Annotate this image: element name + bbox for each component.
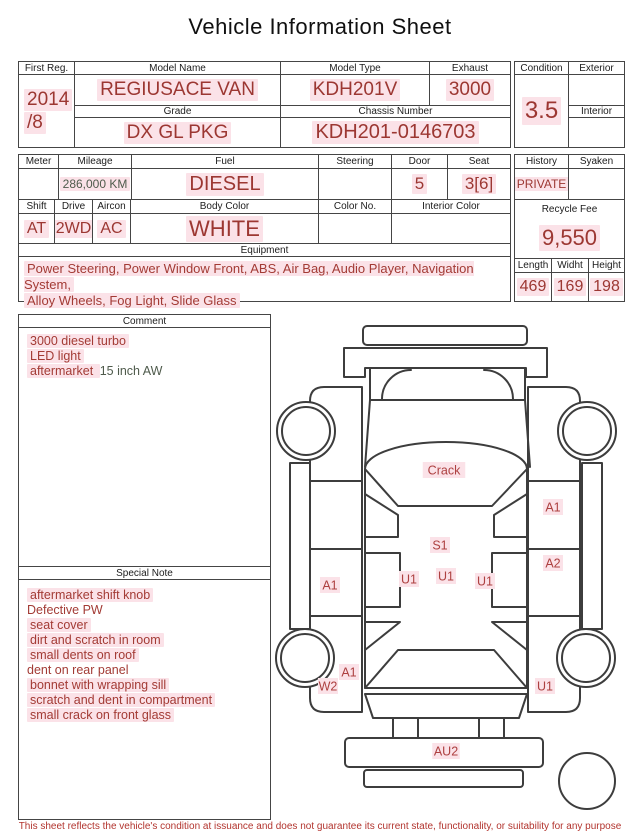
model-name-value: REGIUSACE VAN: [75, 75, 281, 106]
disclaimer-text: This sheet reflects the vehicle's condition at issuance and does not guarantee its current state, functionality, or suitability for any purpose: [18, 821, 622, 832]
note-text: small crack on front glass: [27, 708, 174, 722]
note-line: [27, 633, 262, 648]
note-text: small dents on roof: [27, 648, 139, 662]
drive-label: Drive: [55, 200, 93, 214]
note-line: [27, 334, 262, 349]
recycle-fee-value: 9,550: [515, 218, 624, 259]
note-text: seat cover: [27, 618, 91, 632]
drive-value: 2WD: [55, 214, 93, 243]
front-cowl: [370, 368, 525, 400]
note-line: [27, 603, 262, 618]
width-label: Widht: [552, 259, 589, 273]
special-note-body: [19, 580, 270, 819]
chassis-number-label: Chassis Number: [281, 106, 510, 118]
model-name-label: Model Name: [75, 62, 281, 75]
color-no-value: [319, 214, 392, 243]
grade-value: DX GL PKG: [75, 118, 281, 147]
first-reg-label: First Reg.: [19, 62, 75, 75]
note-text: aftermarket: [27, 364, 100, 378]
note-text: dent on rear panel: [27, 663, 129, 677]
spec-table: [18, 154, 511, 308]
syaken-label: Syaken: [569, 155, 624, 169]
note-line: [27, 693, 262, 708]
meter-label: Meter: [19, 155, 59, 169]
note-line: [27, 618, 262, 633]
damage-mark: A1: [341, 665, 357, 680]
front-right-wheel: [558, 402, 616, 460]
note-line: [27, 678, 262, 693]
tail-light-right: [479, 718, 504, 739]
damage-mark: U1: [477, 574, 493, 589]
seat-value: 3[6]: [448, 169, 510, 199]
body-color-value: WHITE: [131, 214, 319, 243]
equipment-value: Power Steering, Power Window Front, ABS, Air Bag, Audio Player, Navigation System, Alloy Wheels, Fog Light, Slide Glass: [24, 261, 474, 308]
exhaust-value: 3000: [430, 75, 510, 106]
d-pillar-right: [492, 622, 527, 650]
identity-table: [18, 61, 511, 148]
wiper-right-icon: [484, 370, 513, 399]
first-reg-month: /8: [24, 112, 46, 134]
model-type-label: Model Type: [281, 62, 430, 75]
length-value: 469: [515, 273, 552, 301]
chassis-number-value: KDH201-0146703: [281, 118, 510, 147]
damage-mark: W2: [318, 679, 338, 694]
front-left-wheel: [277, 402, 335, 460]
recycle-fee-label: Recycle Fee: [541, 203, 598, 215]
model-type-value: KDH201V: [281, 75, 430, 106]
left-panel-dividers: [310, 481, 362, 616]
door-value: 5: [392, 169, 448, 199]
note-line: [27, 663, 262, 678]
exterior-label: Exterior: [569, 62, 624, 75]
height-label: Height: [589, 259, 624, 273]
side-window-left: [365, 553, 400, 607]
rear-lower-bar: [364, 770, 523, 787]
notes-panel: [18, 314, 271, 820]
exterior-value: [569, 75, 624, 106]
aircon-value: AC: [93, 214, 131, 243]
damage-mark: S1: [432, 538, 448, 553]
rear-right-wheel: [557, 629, 615, 687]
damage-mark: A2: [545, 556, 561, 571]
fuel-value: DIESEL: [132, 169, 319, 199]
comment-label: Comment: [19, 315, 270, 328]
right-rocker-strip: [582, 463, 602, 629]
aircon-label: Aircon: [93, 200, 131, 214]
condition-value: 3.5: [515, 75, 569, 147]
comment-body: [19, 328, 270, 567]
note-line: [27, 364, 262, 379]
note-line: [27, 648, 262, 663]
note-line: [27, 349, 262, 364]
b-pillar-right: [494, 494, 527, 537]
note-text: bonnet with wrapping sill: [27, 678, 169, 692]
first-reg-year: 2014: [24, 89, 72, 111]
rear-glass: [365, 650, 527, 688]
mileage-label: Mileage: [59, 155, 132, 169]
grade-label: Grade: [75, 106, 281, 118]
equipment-label: Equipment: [19, 244, 510, 257]
damage-mark: U1: [401, 572, 417, 587]
damage-mark: U1: [537, 679, 553, 694]
interior-label: Interior: [569, 106, 624, 118]
mileage-value: 286,000 KM: [59, 169, 132, 199]
left-rocker-strip: [290, 463, 310, 629]
note-text: aftermarket shift knob: [27, 588, 153, 602]
damage-mark: AU2: [433, 744, 459, 759]
condition-table: [514, 61, 625, 148]
car-damage-diagram: [270, 300, 640, 835]
shift-value: AT: [19, 214, 55, 243]
fuel-label: Fuel: [132, 155, 319, 169]
history-label: History: [515, 155, 569, 169]
first-reg-value: [19, 75, 75, 147]
note-text: 15 inch AW: [99, 364, 163, 378]
d-pillar-left: [365, 622, 400, 650]
note-text: scratch and dent in compartment: [27, 693, 215, 707]
note-line: [27, 708, 262, 723]
body-color-label: Body Color: [131, 200, 319, 214]
history-panel: [514, 154, 625, 302]
door-label: Door: [392, 155, 448, 169]
side-window-right: [492, 553, 527, 607]
interior-color-value: [392, 214, 510, 243]
exhaust-label: Exhaust: [430, 62, 510, 75]
front-upper-bar: [363, 326, 527, 345]
color-no-label: Color No.: [319, 200, 392, 214]
tail-light-left: [393, 718, 418, 739]
seat-label: Seat: [448, 155, 510, 169]
shift-label: Shift: [19, 200, 55, 214]
car-top-view: [276, 326, 616, 809]
note-text: dirt and scratch in room: [27, 633, 164, 647]
damage-mark: U1: [438, 569, 454, 584]
a-pillar-left: [365, 400, 370, 467]
damage-mark: Crack: [427, 463, 461, 478]
steering-value: [319, 169, 392, 199]
condition-label: Condition: [515, 62, 569, 75]
wiper-left-icon: [382, 370, 411, 399]
meter-value: [19, 169, 59, 199]
front-bumper: [344, 348, 547, 377]
rear-panel: [365, 694, 527, 718]
note-text: LED light: [27, 349, 84, 363]
steering-label: Steering: [319, 155, 392, 169]
note-text: Defective PW: [27, 603, 103, 617]
damage-mark: A1: [545, 500, 561, 515]
page-title: Vehicle Information Sheet: [188, 14, 452, 39]
width-value: 169: [552, 273, 589, 301]
note-line: [27, 588, 262, 603]
length-label: Length: [515, 259, 552, 273]
syaken-value: [569, 169, 624, 200]
history-value: PRIVATE: [515, 169, 569, 200]
interior-color-label: Interior Color: [392, 200, 510, 214]
height-value: 198: [589, 273, 624, 301]
damage-mark: A1: [322, 578, 338, 593]
spare-tire: [559, 753, 615, 809]
interior-value: [569, 118, 624, 147]
note-text: 3000 diesel turbo: [27, 334, 129, 348]
special-note-label: Special Note: [19, 567, 270, 580]
